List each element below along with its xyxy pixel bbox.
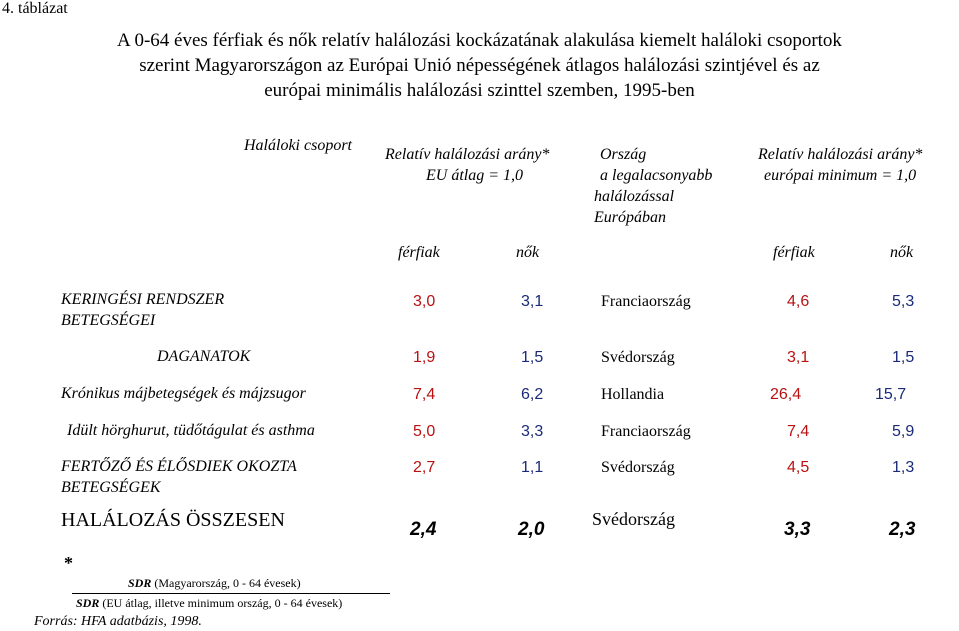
- row-label: Krónikus májbetegségek és májzsugor: [61, 385, 306, 402]
- value-eu-male: 7,4: [413, 386, 436, 403]
- sdr-abbr: SDR: [128, 576, 152, 590]
- row-label: DAGANATOK: [157, 348, 251, 365]
- value-min-male: 26,4: [770, 386, 802, 403]
- country-cell: Franciaország: [601, 293, 691, 310]
- value-eu-male: 5,0: [413, 423, 436, 440]
- value-eu-male: 2,4: [410, 519, 437, 540]
- country-cell: Svédország: [601, 459, 675, 476]
- denominator-text: (EU átlag, illetve minimum ország, 0 - 64 évesek): [102, 596, 343, 610]
- row-label: FERTŐZŐ ÉS ÉLŐSDIEK OKOZTA: [61, 458, 297, 475]
- header-country-line1: Ország: [600, 146, 647, 163]
- value-eu-female: 2,0: [518, 519, 545, 540]
- numerator-text: (Magyarország, 0 - 64 évesek): [154, 576, 301, 590]
- value-eu-female: 6,2: [521, 386, 544, 403]
- country-cell: Svédország: [601, 349, 675, 366]
- row-label: Idült hörghurut, tüdőtágulat és asthma: [67, 422, 315, 439]
- value-min-female: 5,9: [892, 423, 915, 440]
- source-note: Forrás: HFA adatbázis, 1998.: [34, 614, 202, 629]
- header-group: Haláloki csoport: [244, 137, 352, 154]
- row-label: HALÁLOZÁS ÖSSZESEN: [61, 509, 285, 531]
- row-label-cont: BETEGSÉGEK: [61, 479, 161, 496]
- value-min-male: 4,6: [787, 293, 810, 310]
- value-min-female: 15,7: [875, 386, 907, 403]
- value-min-male: 3,1: [787, 349, 810, 366]
- header-female-eu: nők: [516, 244, 540, 261]
- fraction-line: [72, 593, 390, 594]
- table-number: 4. táblázat: [2, 0, 68, 17]
- row-label: KERINGÉSI RENDSZER: [61, 291, 225, 308]
- row-label-cont: BETEGSÉGEI: [61, 312, 156, 329]
- value-eu-female: 1,5: [521, 349, 544, 366]
- sdr-abbr: SDR: [76, 596, 100, 610]
- header-rel-min-line1: Relatív halálozási arány*: [758, 146, 923, 163]
- value-min-female: 1,5: [892, 349, 915, 366]
- value-eu-male: 1,9: [413, 349, 436, 366]
- value-min-male: 7,4: [787, 423, 810, 440]
- value-min-male: 4,5: [787, 459, 810, 476]
- value-min-male: 3,3: [784, 519, 811, 540]
- value-eu-male: 2,7: [413, 459, 436, 476]
- header-female-min: nők: [890, 244, 914, 261]
- header-country-line3: halálozással: [594, 188, 675, 205]
- title-line-1: A 0-64 éves férfiak és nők relatív halálozási kockázatának alakulása kiemelt haláloki csoportok: [117, 30, 842, 51]
- value-eu-female: 3,3: [521, 423, 544, 440]
- header-rel-min-line2: európai minimum = 1,0: [764, 167, 917, 184]
- header-rel-eu-line2: EU átlag = 1,0: [426, 167, 524, 184]
- value-min-female: 5,3: [892, 293, 915, 310]
- fraction-numerator: [128, 576, 301, 591]
- value-min-female: 2,3: [889, 519, 916, 540]
- country-cell: Franciaország: [601, 423, 691, 440]
- value-eu-female: 3,1: [521, 293, 544, 310]
- header-country-line4: Európában: [594, 209, 666, 226]
- header-male-min: férfiak: [773, 244, 815, 261]
- footnote-marker: *: [64, 553, 73, 573]
- country-cell: Svédország: [592, 509, 675, 529]
- value-min-female: 1,3: [892, 459, 915, 476]
- header-male-eu: férfiak: [398, 244, 440, 261]
- value-eu-female: 1,1: [521, 459, 544, 476]
- title-line-2: szerint Magyarországon az Európai Unió népességének átlagos halálozási szintjével és az: [139, 55, 820, 76]
- country-cell: Hollandia: [601, 386, 665, 403]
- title-line-3: európai minimális halálozási szinttel szemben, 1995-ben: [264, 80, 695, 101]
- header-rel-eu-line1: Relatív halálozási arány*: [385, 146, 550, 163]
- value-eu-male: 3,0: [413, 293, 436, 310]
- header-country-line2: a legalacsonyabb: [600, 167, 713, 184]
- fraction-denominator: [76, 596, 342, 611]
